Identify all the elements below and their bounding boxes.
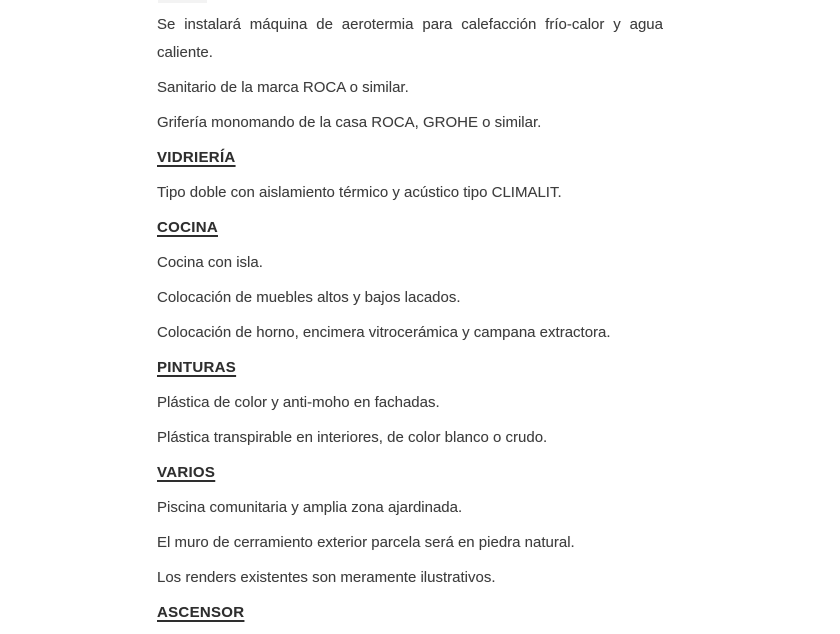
spec-paragraph-piscina: Piscina comunitaria y amplia zona ajardinada.: [157, 499, 463, 516]
spec-paragraph-muebles: Colocación de muebles altos y bajos lacados.: [157, 289, 461, 306]
spec-paragraph-griferia: Grifería monomando de la casa ROCA, GROHE o similar.: [157, 114, 542, 131]
section-heading-pinturas: PINTURAS: [157, 359, 237, 376]
section-heading-varios: VARIOS: [157, 464, 216, 481]
spec-paragraph-muro: El muro de cerramiento exterior parcela será en piedra natural.: [157, 534, 575, 551]
spec-paragraph-horno: Colocación de horno, encimera vitrocerámica y campana extractora.: [157, 324, 611, 341]
document-page: [157, 11, 663, 634]
spec-paragraph-sanitario: Sanitario de la marca ROCA o similar.: [157, 79, 409, 96]
spec-paragraph-cocina-isla: Cocina con isla.: [157, 254, 263, 271]
section-heading-ascensor: ASCENSOR: [157, 604, 245, 621]
spec-paragraph-renders: Los renders existentes son meramente ilustrativos.: [157, 569, 496, 586]
spec-paragraph-pintura-fachadas: Plástica de color y anti-moho en fachadas.: [157, 394, 440, 411]
spec-paragraph-vidrio-doble: Tipo doble con aislamiento térmico y acústico tipo CLIMALIT.: [157, 184, 562, 201]
spec-paragraph-pintura-interiores: Plástica transpirable en interiores, de color blanco o crudo.: [157, 429, 548, 446]
section-heading-vidrieria: VIDRIERÍA: [157, 149, 236, 166]
cropped-heading-underline-remnant: [158, 0, 207, 3]
section-heading-cocina: COCINA: [157, 219, 218, 236]
spec-paragraph-aerotermia: Se instalará máquina de aerotermia para calefacción frío-calor y agua caliente.: [157, 16, 663, 61]
